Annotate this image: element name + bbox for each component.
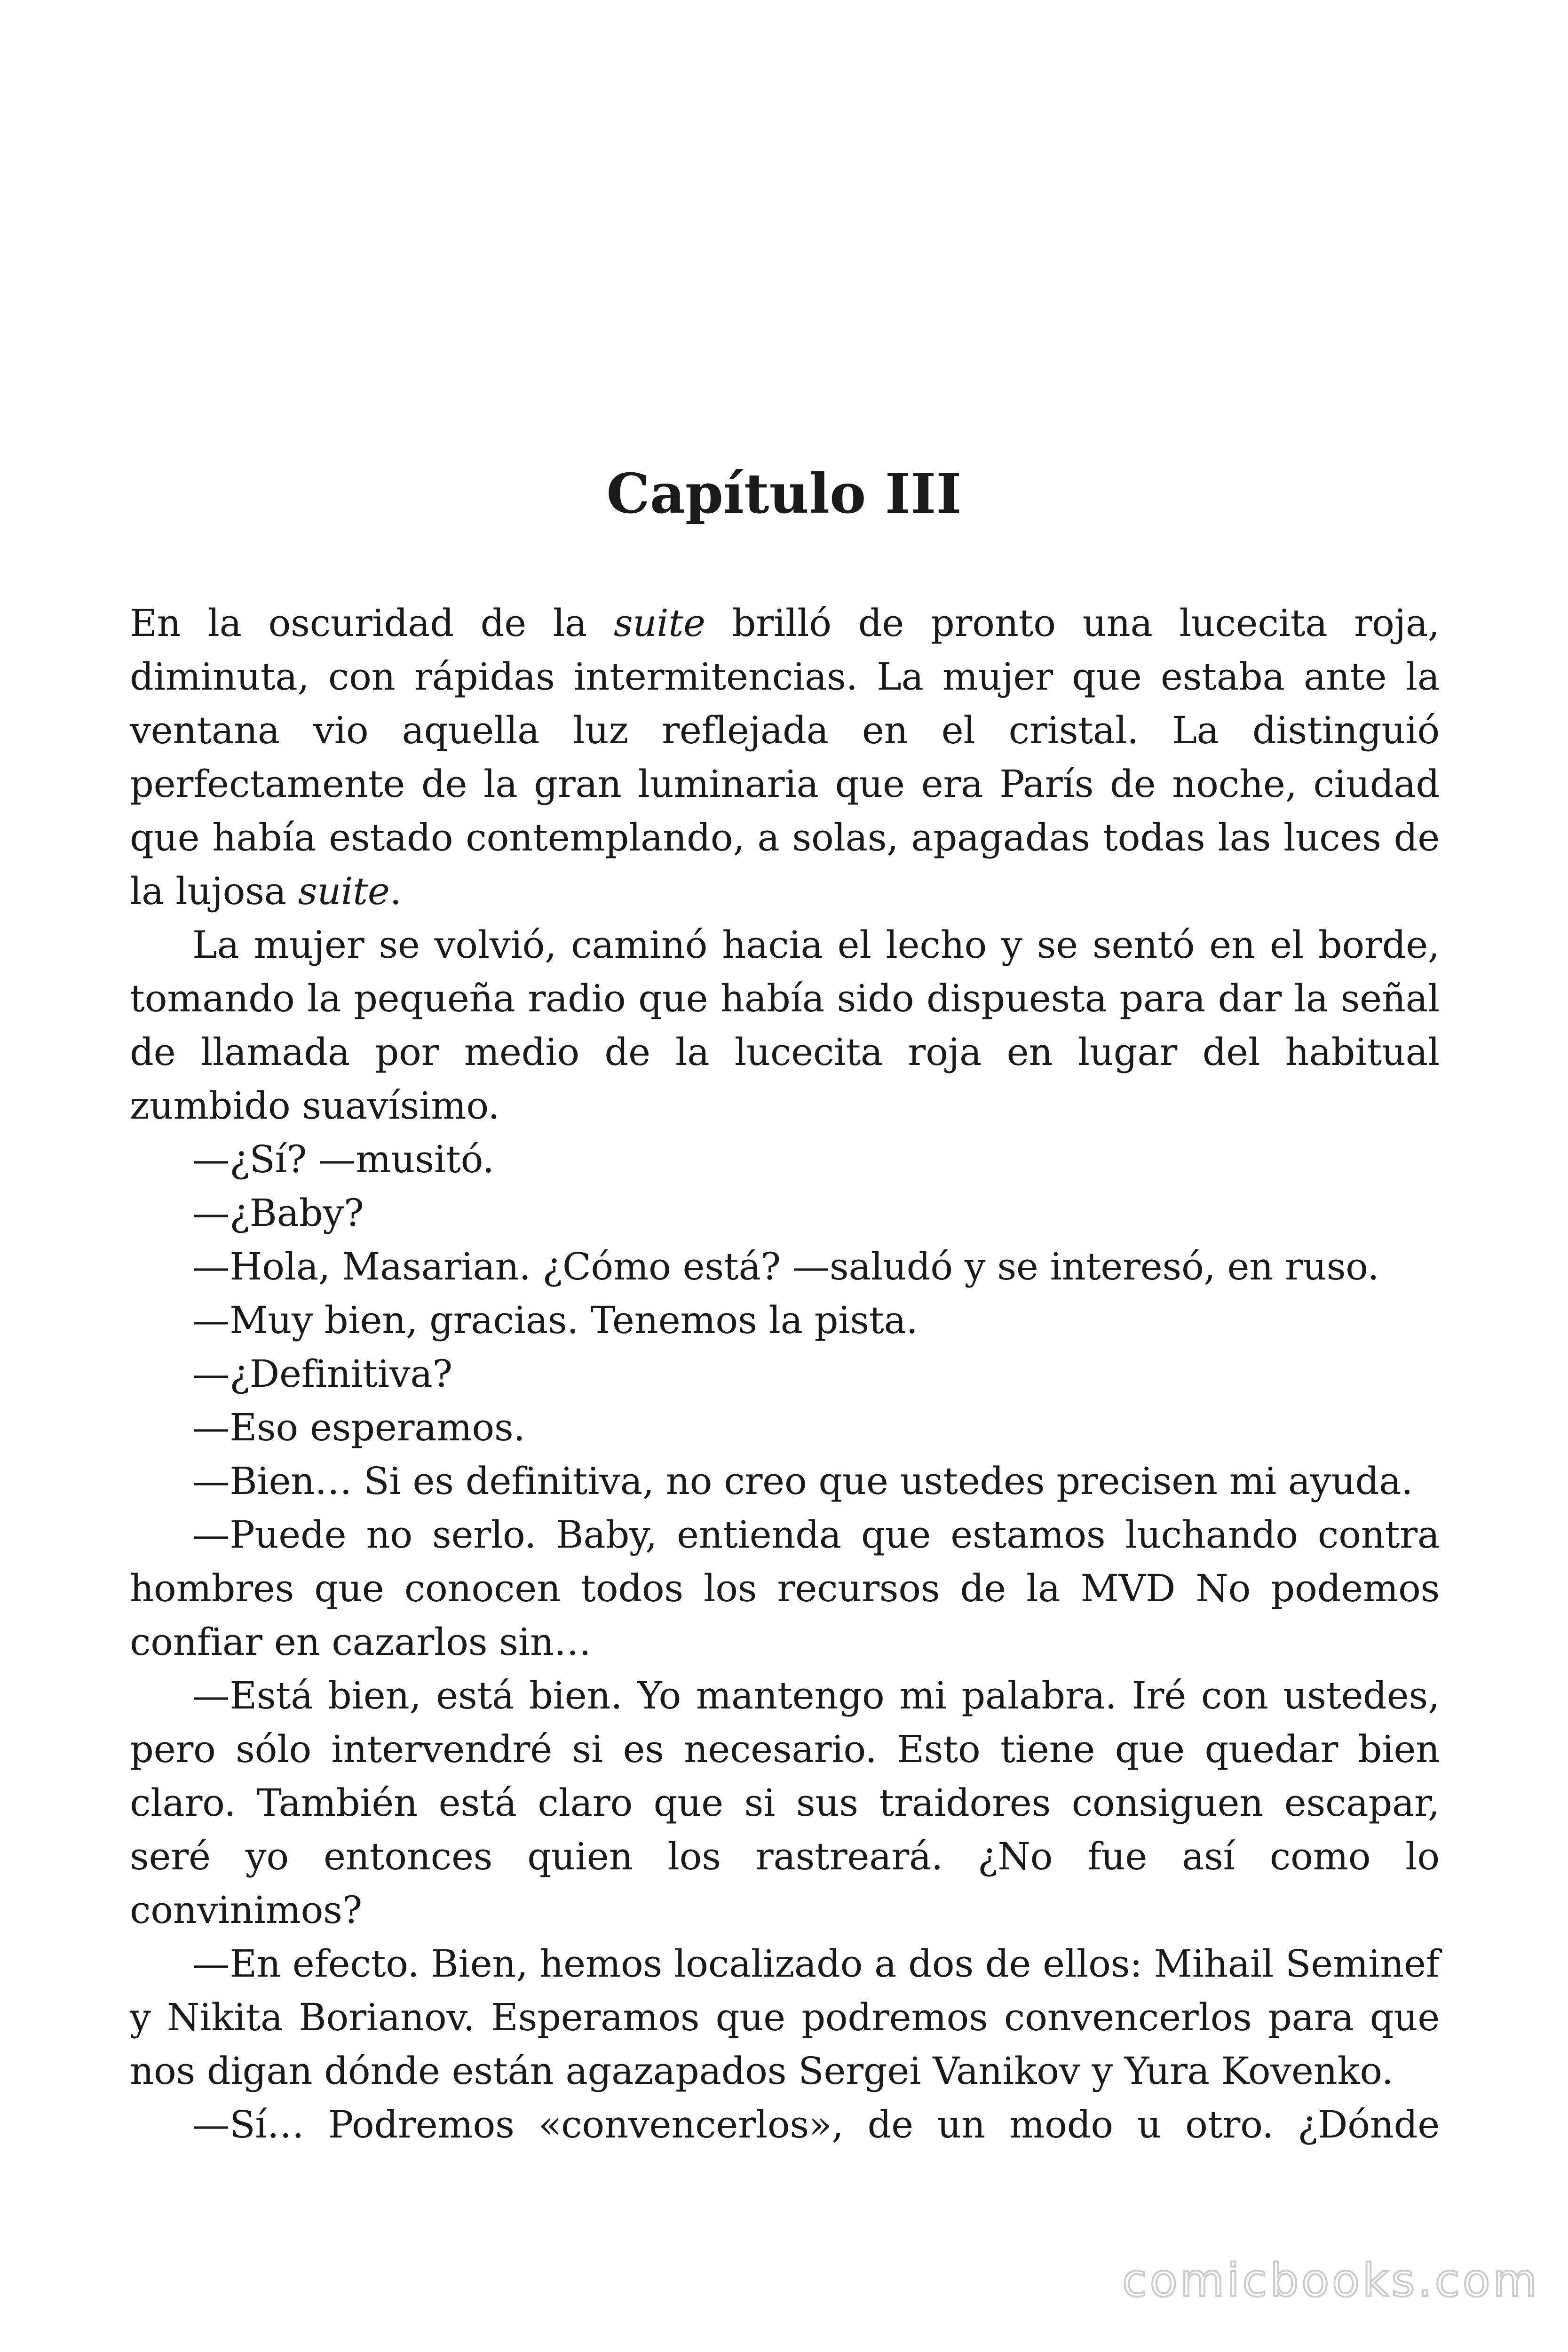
paragraph — [130, 1454, 1440, 1508]
italic-text: suite — [298, 869, 390, 913]
chapter-title: Capítulo III — [606, 462, 962, 526]
paragraph — [130, 918, 1440, 1133]
text-run: —En efecto. Bien, hemos localizado a dos de ellos: Mihail Seminef y Nikita Borianov. Esperamos que podremos convencerlos para que nos digan dónde están agazapados Sergei Vanikov y Yura Kovenko. — [130, 1942, 1440, 2093]
paragraph — [130, 1347, 1440, 1401]
paragraph — [130, 1401, 1440, 1454]
text-run: En la oscuridad de la — [130, 601, 614, 645]
text-run: —Muy bien, gracias. Tenemos la pista. — [192, 1298, 918, 1342]
paragraph — [130, 1508, 1440, 1669]
text-run: —Hola, Masarian. ¿Cómo está? —saludó y se interesó, en ruso. — [192, 1245, 1379, 1288]
text-run: —Sí… Podremos «convencerlos», de un modo u otro. ¿Dónde — [192, 2103, 1440, 2146]
watermark: comicbooks.com — [1122, 2254, 1540, 2307]
paragraph — [130, 1133, 1440, 1186]
text-run: —¿Definitiva? — [192, 1352, 452, 1396]
paragraph — [130, 2098, 1440, 2152]
text-run: —¿Baby? — [192, 1191, 364, 1235]
paragraph — [130, 1294, 1440, 1347]
text-run: —Puede no serlo. Baby, entienda que estamos luchando contra hombres que conocen todos los recursos de la MVD No podemos confiar en cazarlos sin… — [130, 1513, 1440, 1664]
paragraph — [130, 596, 1440, 918]
text-run: . — [389, 869, 402, 913]
text-run: —Eso esperamos. — [192, 1406, 525, 1449]
italic-text: suite — [613, 601, 705, 645]
text-run: —¿Sí? —musitó. — [192, 1137, 494, 1181]
text-run: La mujer se volvió, caminó hacia el lecho y se sentó en el borde, tomando la pequeña radio que había sido dispuesta para dar la señal de llamada por medio de la lucecita roja en lugar del habitual zumbido suavísimo. — [130, 923, 1440, 1128]
paragraph — [130, 1937, 1440, 2098]
paragraph — [130, 1186, 1440, 1240]
text-run: —Está bien, está bien. Yo mantengo mi palabra. Iré con ustedes, pero sólo intervendré si es necesario. Esto tiene que quedar bien claro. También está claro que si sus traidores consiguen escapar, seré yo entonces quien los rastreará. ¿No fue así como lo convinimos? — [130, 1674, 1440, 1932]
text-run: brilló de pronto una lucecita roja, diminuta, con rápidas intermitencias. La mujer que estaba ante la ventana vio aquella luz reflejada en el cristal. La distinguió perfectamente de la gran luminaria que era París de noche, ciudad que había estado contemplando, a solas, apagadas todas las luces de la lujosa — [130, 601, 1440, 913]
paragraph — [130, 1240, 1440, 1294]
chapter-body — [130, 596, 1440, 2152]
text-run: —Bien… Si es definitiva, no creo que ustedes precisen mi ayuda. — [192, 1459, 1413, 1503]
paragraph — [130, 1669, 1440, 1937]
